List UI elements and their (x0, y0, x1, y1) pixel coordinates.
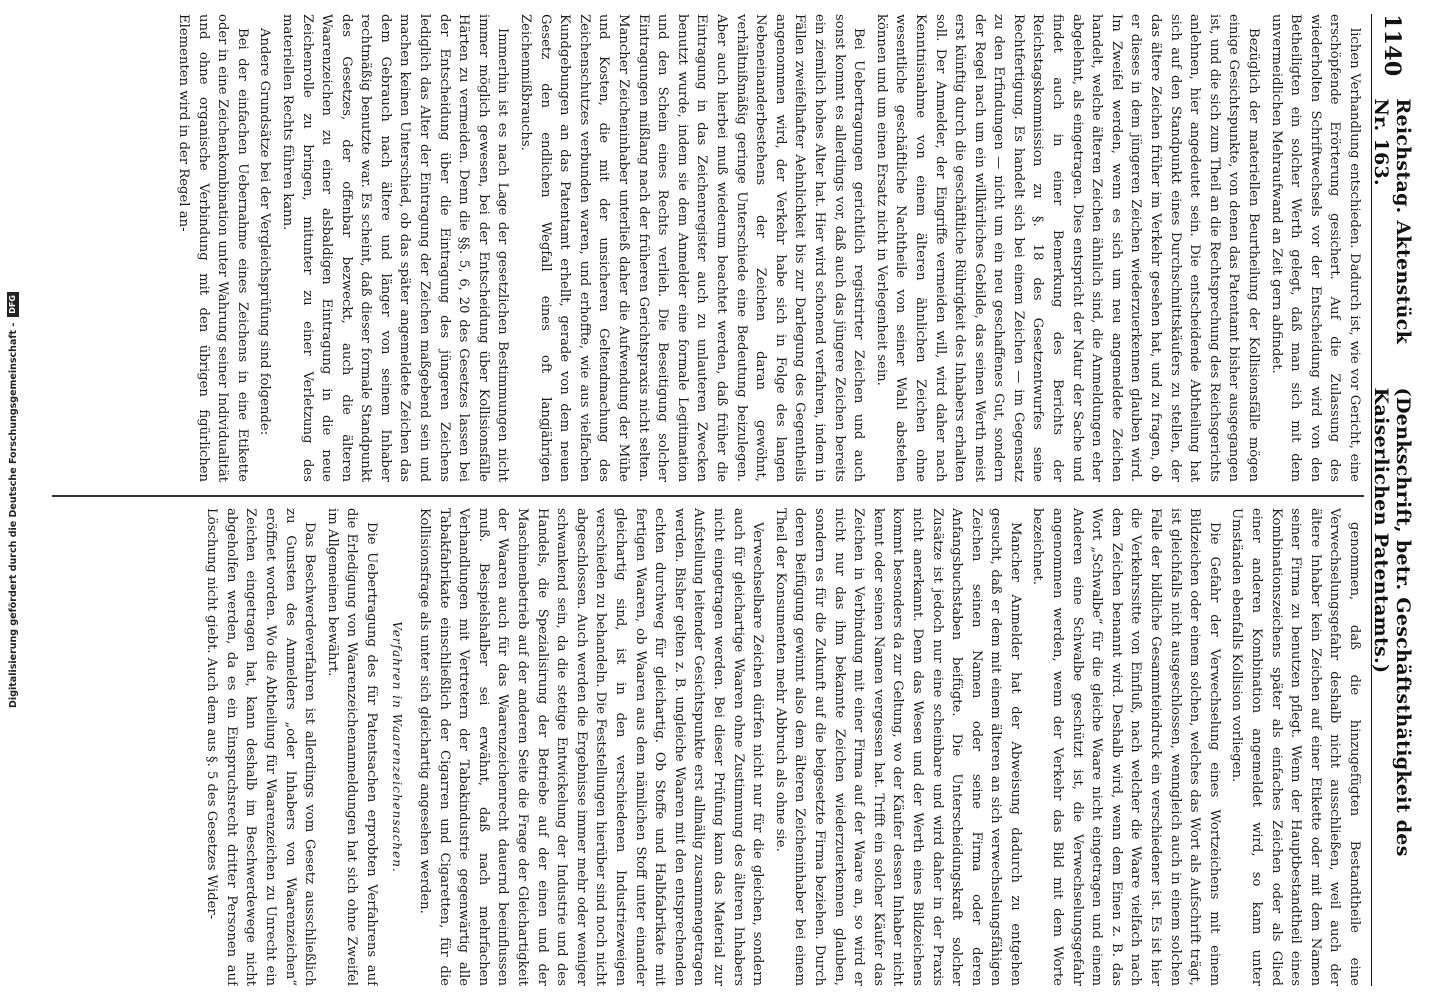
left-column (52, 14, 1364, 482)
header-title: Reichstag. Aktenstück Nr. 163. (1370, 98, 1414, 345)
dfg-logo: DFG (7, 292, 19, 317)
section-heading: Verfahren in Waarenzeichensachen. (390, 621, 405, 873)
paragraph: Bei Uebertragungen gerichtlich registrirter Zeichen und auch sonst kommt es allerdings vor, daß auch das jüngere Zeichen bereits ein ziemlich hohes Alter hat. Hier wird schonend verfahren, indem in Fällen zweifelhafter Aehnlichkeit bis zur Darlegung des Gegentheils angenommen wird, der Verkehr habe sich in Folge des langen Nebeneinanderbestehens der Zeichen daran gewöhnt, verhältnißmäßig geringe Unterschiede eine Bedeutung beizulegen. Aber auch hierbei muß wiederum beachtet werden, daß früher die Eintragung in das Zeichenregister auch zu unlauteren Zwecken benutzt wurde, indem sie dem Anmelder eine formale Legitimation und den Schein eines Rechts verlieh. Die Beseitigung solcher Eintragungen mißlang nach der früheren Gerichtspraxis nicht selten. Mancher Zeicheninhaber unterließ daher die Aufwendung der Mühe und Kosten, die mit der unsicheren Geltendmachung des Zeichenschutzes verbunden waren, und erhoffte, wie aus vielfachen Kundgebungen an das Patentamt erhellt, gerade von dem neuen Gesetz den endlichen Wegfall eines oft langjährigen Zeichenmißbrauchs. (518, 14, 867, 482)
paragraph: lichen Verhandlung entschieden. Dadurch ist, wie vor Gericht, eine erschöpfende Erörterung gesichert. Auf die Zulassung des wiederholten Schriftwechsels vor der Entscheidung wird von den Betheiligten ein solcher Werth gelegt, daß man sich mit dem unvermeidlichen Mehraufwand an Zeit gern abfindet. (1268, 14, 1362, 482)
paragraph: Verwechselbare Zeichen dürfen nicht nur für die gleichen, sondern auch für gleichartige Waaren ohne Zustimmung des älteren Inhabers nicht eingetragen werden. Bei dieser Prüfung kann das Material zur Aufstellung leitender Gesichtspunkte erst allmälig zusammengetragen werden. Bisher gelten z. B. ungleiche Waaren mit den entsprechenden echten durchweg für gleichartig. Ob Stoffe und Halbfabrikate mit fertigen Waaren, ob Waaren aus dem nämlichen Stoff unter einander gleichartig sind, ist in den verschiedenen Industriezweigen verschieden zu behandeln. Die Feststellungen hierüber sind noch nicht abgeschlossen. Auch werden die Ergebnisse immer mehr oder weniger schwankend sein, da die stetige Entwickelung der Industrie und des Handels, die Spezialisirung der Betriebe auf der einen und der Maschinenbetrieb auf der anderen Seite die Frage der Gleichartigkeit der Waaren auch für das Waarenzeichenrecht dauernd beeinflussen muß. Beispielshalber sei erwähnt, daß nach mehrfachen Verhandlungen mit Vertretern der Tabakindustrie gegenwärtig alle Tabakfabrikate einschließlich der Cigarren und Cigaretten, für die Kollisionsfrage als unter sich gleichartig angesehen werden. (417, 508, 766, 986)
paragraph: Die Uebertragung des für Patentsachen erprobten Verfahrens auf die Erledigung von Waarenzeichenanmeldungen hat sich ohne Zweifel im Allgemeinen bewährt. (324, 508, 379, 986)
scanned-page (40, 14, 1412, 986)
paragraph: Bezüglich der materiellen Beurtheilung der Kollisionsfälle mögen einige Gesichtspunkte, von denen das Patentamt bisher ausgegangen ist, und die sich zum Theil an die Rechtsprechung des Reichsgerichts anlehnen, hier angedeutet sein. Die entscheidende Abtheilung hat sich auf den Standpunkt eines Durchschnittskäufers zu stellen, der das ältere Zeichen früher im Verkehr gesehen hat, und zu fragen, ob er dieses in dem jüngeren Zeichen wiederzuerkennen glauben wird. Im Zweifel werden, wenn es sich um neu angemeldete Zeichen handelt, welche älteren Zeichen ähnlich sind, die Anmeldungen eher abgelehnt, als eingetragen. Dies entspricht der Natur der Sache und findet auch in einer Bemerkung des Berichts der Reichstagskommission zu §. 18 des Gesetzentwurfes seine Rechtfertigung. Es handelt sich bei einem Zeichen — im Gegensatz zu den Erfindungen — nicht um ein neu geschaffenes Gut, sondern der Regel nach um ein willkürliches Gebilde, das seinen Werth meist erst künftig durch die geschäftliche Rührigkeit des Inhabers erhalten soll. Der Anmelder, der Eingriffe vermeiden will, wird daher nach Kenntnisnahme von einem älteren ähnlichen Zeichen ohne wesentliche geschäftliche Nachtheile von seiner Wahl abstehen können und um einen Ersatz nicht in Verlegenheit sein. (873, 14, 1262, 482)
running-header (1371, 14, 1412, 986)
paragraph: Immerhin ist es nach Lage der gesetzlichen Bestimmungen nicht immer möglich gewesen, bei der Entscheidung über Kollisionsfälle Härten zu vermeiden. Denn die §§. 5, 6, 20 des Gesetzes lassen bei der Entscheidung über die Eintragung des jüngeren Zeichens lediglich das Alter der Eintragung der Zeichen maßgebend sein und machen keinen Unterschied, ob das später angemeldete Zeichen das dem Gebrauch nach ältere und länger von seinem Inhaber rechtmäßig benutzte war. Es scheint, daß dieser formale Standpunkt des Gesetzes, der offenbar bezweckt, auch die älteren Waarenzeichen zu einer alsbaldigen Eintragung in die neue Zeichenrolle zu bringen, mitunter zu einer Verletzung des materiellen Rechts führen kann. (279, 14, 511, 482)
digitization-notice (2, 0, 24, 1000)
paragraph: genommen, daß die hinzugefügten Bestandtheile eine Verwechselungsgefahr deshalb nicht ausschließen, weil auch der ältere Inhaber kein Zeichen auf einer Etikette oder mit dem Namen seiner Firma zu benutzen pflegt. Wenn der Hauptbestandtheil eines Kombinationszeichens später als einfaches Zeichen oder als Glied einer anderen Kombination angemeldet wird, so kann unter Umständen ebenfalls Kollision vorliegen. (1229, 508, 1362, 986)
header-subtitle: (Denkschrift, betr. Geschäftsthätigkeit des Kaiserlichen Patentamts.) (1370, 387, 1414, 857)
digitization-text: Digitalisierung gefördert durch die Deutsche Forschungsgemeinschaft - (7, 322, 19, 708)
page-sheet (40, 14, 1412, 986)
paragraph: Die Gefahr der Verwechselung eines Wortzeichens mit einem Bildzeichen oder einem solchen, welches das Wort als Aufschrift trägt, ist gleichfalls nicht ausgeschlossen, wenngleich auch in einem solchen Falle der bildliche Gesammteindruck ein verschiedener ist. Es ist hier die Verkehrssitte von Einfluß, nach welcher die Waare vielfach nach dem Zeichen benannt wird. Deshalb wird, wenn dem Einen z. B. das Wort „Schwalbe“ für die gleiche Waare nicht eingetragen und einem Anderen eine Schwalbe geschützt ist, die Verwechselungsgefahr angenommen werden, wenn der Verkehr das Bild mit dem Worte bezeichnet. (1030, 508, 1222, 986)
paragraph: Andere Grundsätze bei der Vergleichsprüfung sind folgende: (257, 28, 273, 436)
paragraph: Bei der einfachen Uebernahme eines Zeichens in eine Etikette oder in eine Zeichenkombination unter Wahrung seiner Individualität und ohne organische Verbindung mit den übrigen figürlichen Elementen wird in der Regel an- (175, 14, 250, 482)
page-number: 1140 (1379, 14, 1405, 77)
column-separator (52, 495, 1364, 497)
right-column (52, 508, 1364, 986)
paragraph: Das Beschwerdeverfahren ist allerdings vom Gesetz ausschließlich zu Gunsten des Anmelders „oder Inhabers von Waarenzeichen“ eröffnet worden. Wo die Abtheilung für Waarenzeichen zu Unrecht ein Zeichen eingetragen hat, kann deshalb im Beschwerdewege nicht abgeholfen werden, da es ein Einspruchsrecht dritter Personen auf Löschung nicht giebt. Auch dem aus §. 5 des Gesetzes Wider- (204, 508, 318, 986)
paragraph: Mancher Anmelder hat der Abweisung dadurch zu entgehen gesucht, daß er dem mit einem älteren an sich verwechselungsfähigen Zeichen seinen Namen oder seine Firma oder deren Anfangsbuchstaben beifügte. Die Unterscheidungskraft solcher Zusätze ist jedoch nur eine scheinbare und wird daher in der Praxis nicht anerkannt. Denn das Wesen und der Werth eines Bildzeichens kommt besonders da zur Geltung, wo der Käufer dessen Inhaber nicht kennt oder seinen Namen vergessen hat. Trifft ein solcher Käufer das Zeichen in Verbindung mit einer Firma auf der Waare an, so wird er nicht nur das ihm bekannte Zeichen wiederzuerkennen glauben, sondern es für die Zukunft auf die beigesetzte Firma beziehen. Durch deren Beifügung gewinnt also dem älteren Zeicheninhaber bei einem Theil der Konsumenten mehr Abbruch als ohne sie. (772, 508, 1023, 986)
